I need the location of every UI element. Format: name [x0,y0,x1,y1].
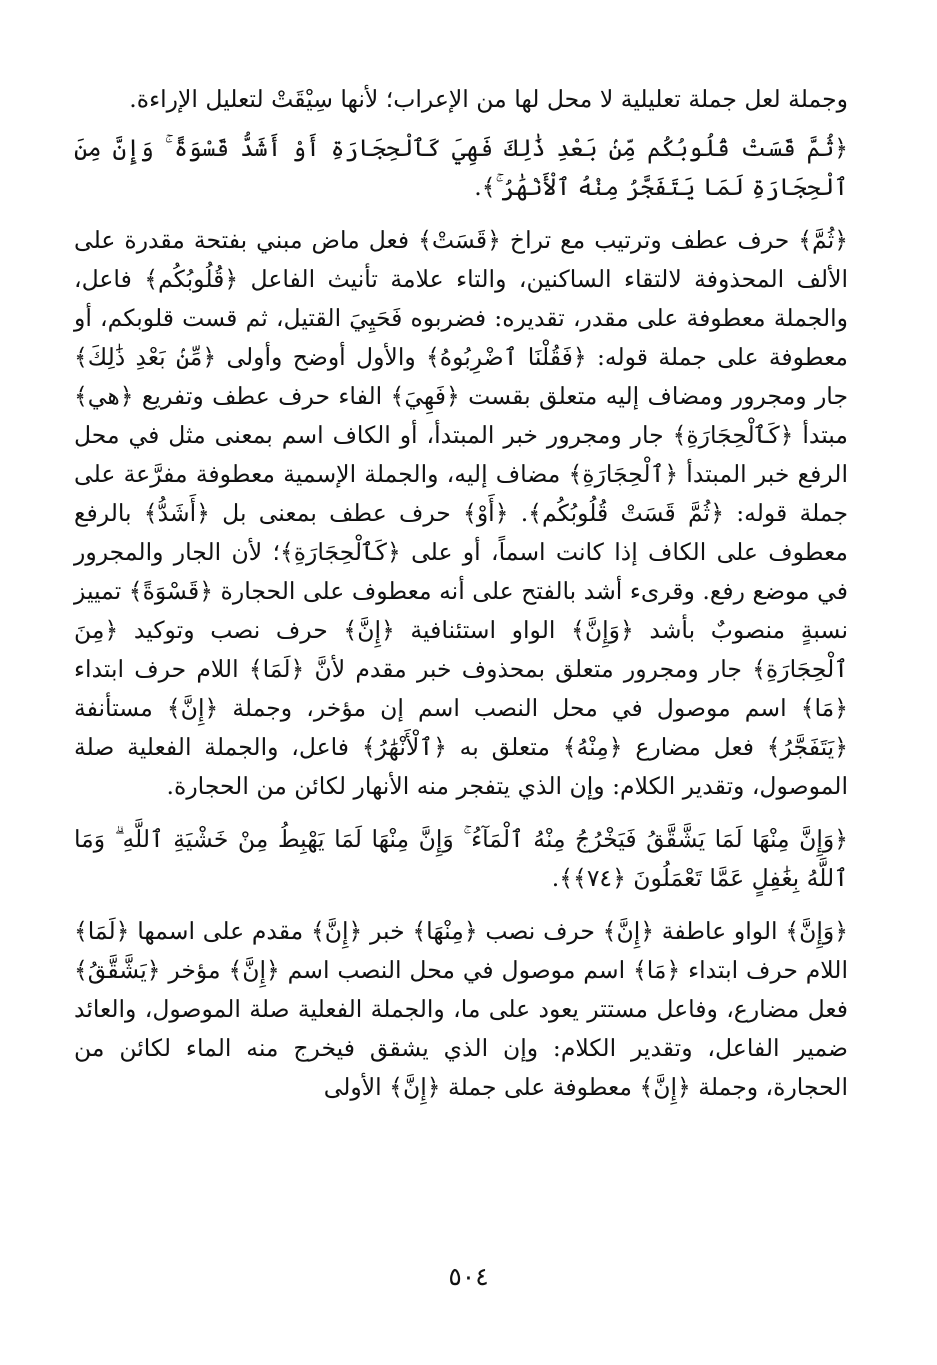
spacer [74,207,848,221]
quran-verse-73: ﴿ثُمَّ قَسَتْ قُلُوبُكُم مِّنۢ بَعْدِ ذَٰلِكَ فَهِيَ كَٱلْحِجَارَةِ أَوْ أَشَدُّ قَسْوَةً ۚ وَإِنَّ مِنَ ٱلْحِجَارَةِ لَمَا يَتَفَجَّرُ مِنْهُ ٱلْأَنْهَٰرُ ۚ﴾. [74,134,848,201]
spacer [74,898,848,912]
page-number: ٥٠٤ [448,1262,489,1291]
commentary-paragraph-intro: وجملة لعل جملة تعليلية لا محل لها من الإعراب؛ لأنها سِيْقَتْ لتعليل الإراءة. [129,85,848,113]
spacer [74,806,848,820]
commentary-paragraph-analysis-73: ﴿ثُمَّ﴾ حرف عطف وترتيب مع تراخ ﴿قَسَتْ﴾ فعل ماض مبني بفتحة مقدرة على الألف المحذوفة لالتقاء الساكنين، والتاء علامة تأنيث الفاعل ﴿قُلُوبُكُم﴾ فاعل، والجملة معطوفة على مقدر، تقديره: فضربوه فَحَيِيَ القتيل، ثم قست قلوبكم، أو معطوفة على جملة قوله: ﴿فَقُلْنَا ٱضْرِبُوهُ﴾ والأول أوضح وأولى ﴿مِّنۢ بَعْدِ ذَٰلِكَ﴾ جار ومجرور ومضاف إليه متعلق بقست ﴿فَهِيَ﴾ الفاء حرف عطف وتفريع ﴿هي﴾ مبتدأ ﴿كَٱلْحِجَارَةِ﴾ جار ومجرور خبر المبتدأ، أو الكاف اسم بمعنى مثل في محل الرفع خبر المبتدأ ﴿ٱلْحِجَارَةِ﴾ مضاف إليه، والجملة الإسمية معطوفة مفرَّعة على جملة قوله: ﴿ثُمَّ قَسَتْ قُلُوبُكُم﴾. ﴿أَوْ﴾ حرف عطف بمعنى بل ﴿أَشَدُّ﴾ بالرفع معطوف على الكاف إذا كانت اسماً، أو على ﴿كَٱلْحِجَارَةِ﴾؛ لأن الجار والمجرور في موضع رفع. وقرىء أشد بالفتح على أنه معطوف على الحجارة ﴿قَسْوَةً﴾ تمييز نسبةٍ منصوبٌ بأشد ﴿وَإِنَّ﴾ الواو استئنافية ﴿إِنَّ﴾ حرف نصب وتوكيد ﴿مِنَ ٱلْحِجَارَةِ﴾ جار ومجرور متعلق بمحذوف خبر مقدم لأنَّ ﴿لَمَا﴾ اللام حرف ابتداء ﴿مَا﴾ اسم موصول في محل النصب اسم إن مؤخر، وجملة ﴿إِنَّ﴾ مستأنفة ﴿يَتَفَجَّرُ﴾ فعل مضارع ﴿مِنْهُ﴾ متعلق به ﴿ٱلْأَنْهَٰرُ﴾ فاعل، والجملة الفعلية صلة الموصول، وتقدير الكلام: وإن الذي يتفجر منه الأنهار لكائن من الحجارة. [74,226,848,800]
quran-verse-74: ﴿وَإِنَّ مِنْهَا لَمَا يَشَّقَّقُ فَيَخْرُجُ مِنْهُ ٱلْمَآءُ ۚ وَإِنَّ مِنْهَا لَمَا يَهْبِطُ مِنْ خَشْيَةِ ٱللَّهِ ۗ وَمَا ٱللَّهُ بِغَٰفِلٍ عَمَّا تَعْمَلُونَ ﴿٧٤﴾﴾. [74,825,848,892]
spacer [74,119,848,129]
commentary-paragraph-analysis-74: ﴿وَإِنَّ﴾ الواو عاطفة ﴿إِنَّ﴾ حرف نصب ﴿مِنْهَا﴾ خبر ﴿إِنَّ﴾ مقدم على اسمها ﴿لَمَا﴾ اللام حرف ابتداء ﴿مَا﴾ اسم موصول في محل النصب اسم ﴿إِنَّ﴾ مؤخر ﴿يَشَّقَّقُ﴾ فعل مضارع، وفاعل مستتر يعود على ما، والجملة الفعلية صلة الموصول، والعائد ضمير الفاعل، وتقدير الكلام: وإن الذي يشقق فيخرج منه الماء لكائن من الحجارة، وجملة ﴿إِنَّ﴾ معطوفة على جملة ﴿إِنَّ﴾ الأولى [74,917,848,1101]
document-page [74,80,848,1340]
